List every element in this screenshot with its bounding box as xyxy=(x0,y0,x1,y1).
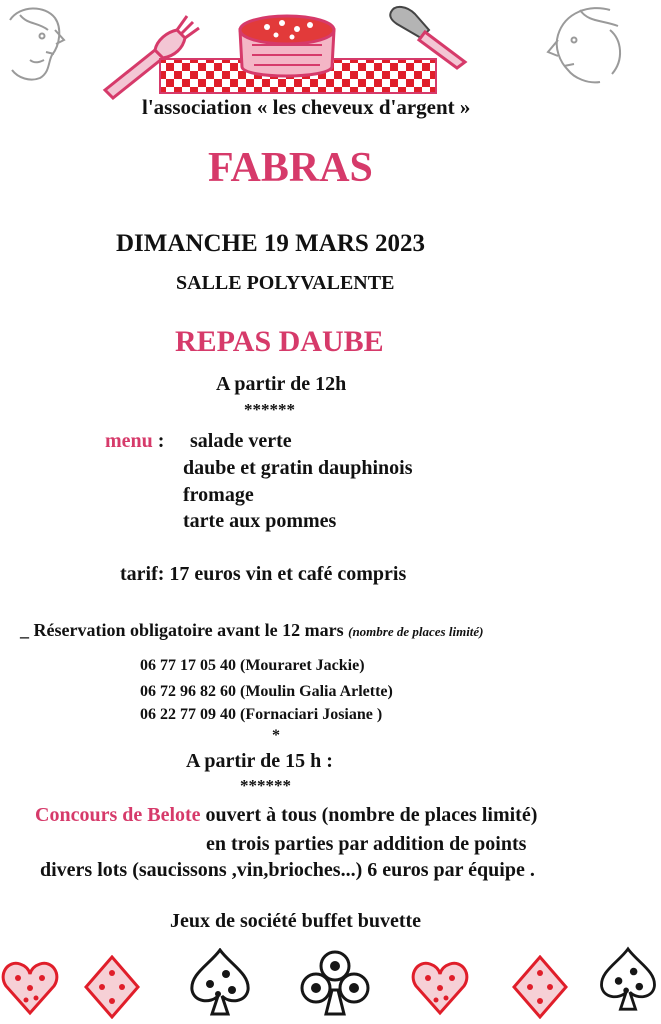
menu-item: daube et gratin dauphinois xyxy=(183,457,413,479)
separator-stars: ****** xyxy=(244,400,295,419)
contact-phone: 06 22 77 09 40 (Fornaciari Josiane ) xyxy=(140,706,383,723)
afternoon-start-time: A partir de 15 h : xyxy=(186,750,333,772)
diamond-suit-icon xyxy=(512,955,568,1019)
association-name: l'association « les cheveux d'argent » xyxy=(142,95,471,119)
menu-item: fromage xyxy=(183,484,254,506)
daube-pot-icon xyxy=(232,5,342,85)
separator-stars: ****** xyxy=(240,776,291,795)
menu-item: tarte aux pommes xyxy=(183,510,337,532)
meal-start-time: A partir de 12h xyxy=(216,373,347,395)
belote-line-3: divers lots (saucissons ,vin,brioches...) 6 euros par équipe . xyxy=(40,859,535,881)
heart-suit-icon xyxy=(0,958,60,1018)
belote-line-1 xyxy=(35,804,537,827)
heart-suit-icon xyxy=(410,958,470,1018)
event-date: DIMANCHE 19 MARS 2023 xyxy=(116,230,426,257)
elderly-face-left-icon xyxy=(0,0,80,95)
price-line: tarif: 17 euros vin et café compris xyxy=(120,563,407,585)
menu-item: salade verte xyxy=(190,430,292,452)
reservation-note: (nombre de places limité) xyxy=(348,624,484,639)
contact-phone: 06 72 96 82 60 (Moulin Galia Arlette) xyxy=(140,683,393,700)
elderly-face-right-icon xyxy=(540,0,640,95)
diamond-suit-icon xyxy=(84,955,140,1019)
club-suit-icon xyxy=(300,950,370,1018)
menu-colon: : xyxy=(152,430,165,452)
spade-suit-icon xyxy=(596,945,660,1015)
village-title: FABRAS xyxy=(208,145,373,191)
event-venue: SALLE POLYVALENTE xyxy=(176,272,395,294)
belote-title: Concours de Belote xyxy=(35,804,201,826)
reservation-dash: _ xyxy=(20,620,29,640)
contact-phone: 06 77 17 05 40 (Mouraret Jackie) xyxy=(140,657,365,674)
event-title: REPAS DAUBE xyxy=(175,325,384,358)
menu-label: menu xyxy=(105,430,153,452)
reservation-text: Réservation obligatoire avant le 12 mars xyxy=(33,620,344,640)
activities-line: Jeux de société buffet buvette xyxy=(170,910,422,932)
belote-description: ouvert à tous (nombre de places limité) xyxy=(200,804,538,826)
belote-line-2: en trois parties par addition de points xyxy=(206,833,527,855)
separator-star: * xyxy=(272,727,280,744)
spade-suit-icon xyxy=(186,948,254,1018)
menu-heading xyxy=(105,430,164,453)
reservation-line xyxy=(20,620,484,641)
